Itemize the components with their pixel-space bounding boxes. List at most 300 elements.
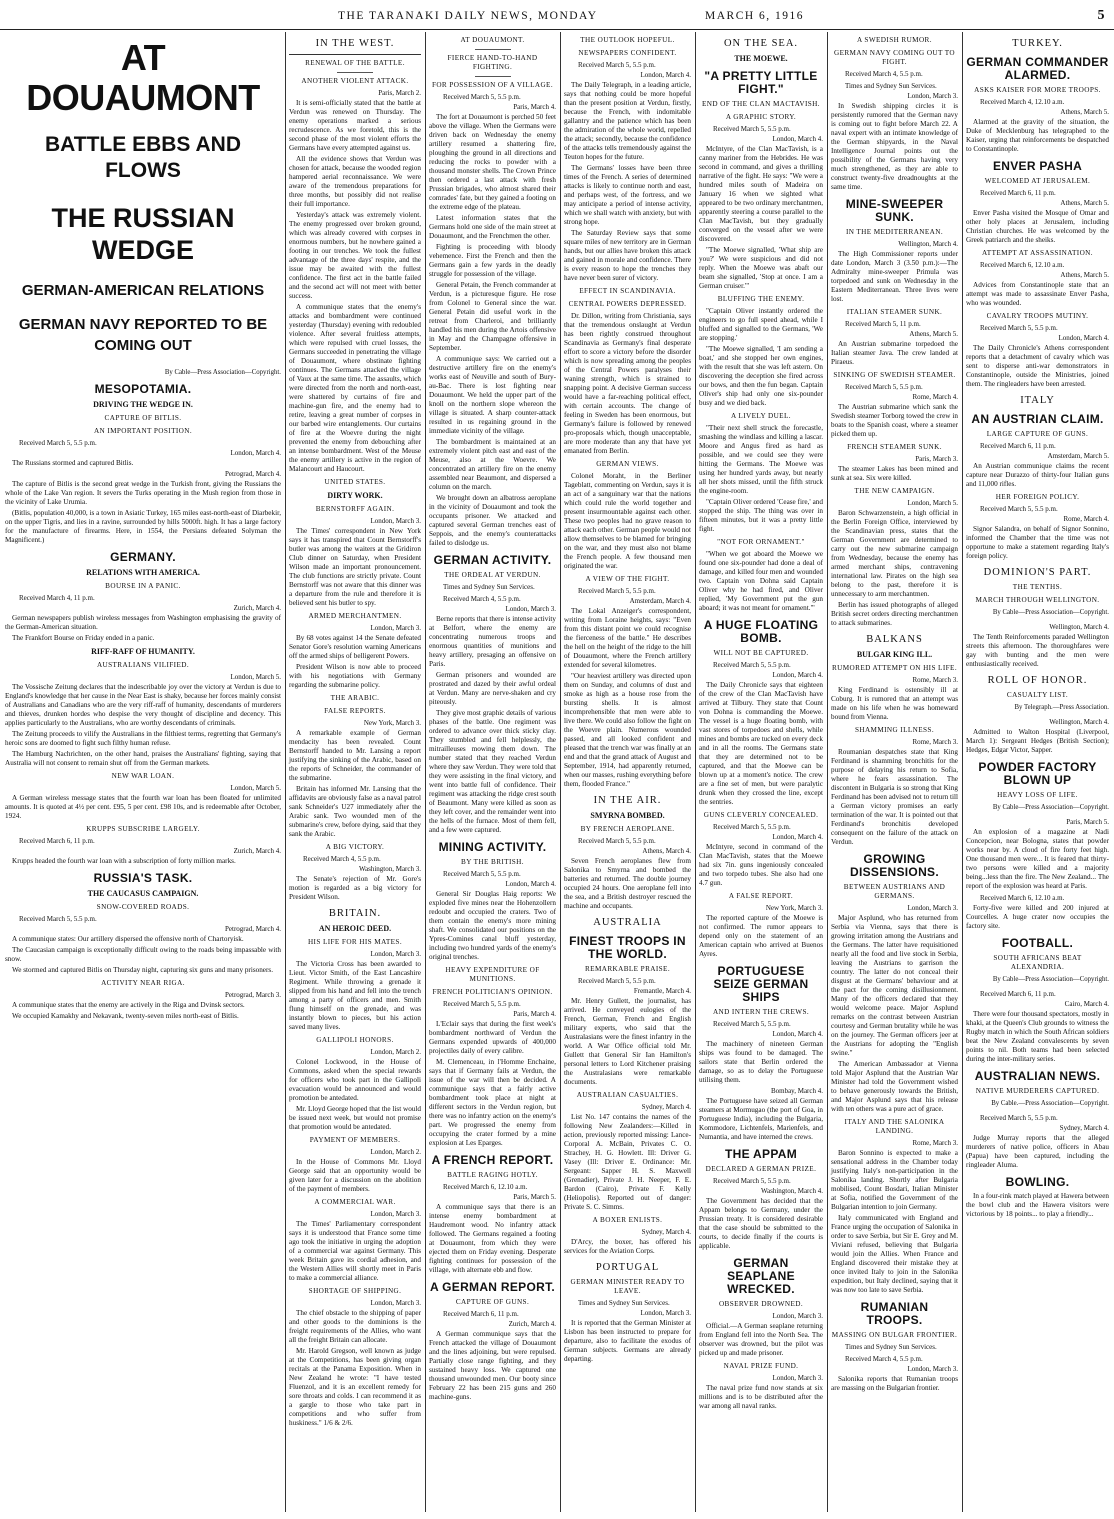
dateline: Paris, March 4. bbox=[513, 1010, 556, 1018]
subheading: CASUALTY LIST. bbox=[1006, 691, 1069, 699]
article-paragraph: The Government has decided that the Appam belongs to Germany, under the Prussian treaty. It is considered desirable that the case should be submitted to the courts, to decide finally if the courts is applicable. bbox=[699, 1197, 823, 1250]
received-line: Received March 5, 5.5 p.m. bbox=[713, 1177, 791, 1185]
received-line: Received March 5, 5.5 p.m. bbox=[980, 505, 1058, 513]
section-heading: AUSTRALIA bbox=[593, 917, 662, 928]
article-paragraph: The Lokal Anzeiger's correspondent, writing from Loraine heights, says: "Even from this distant point we could recognise the fierceness of the battle." He describes the hell on the height of the ridge to the hill of Douaumont, where the French artillery extended for several kilometres. bbox=[564, 607, 691, 669]
section-heading: MINING ACTIVITY. bbox=[438, 840, 547, 854]
subheading: FOR POSSESSION OF A VILLAGE. bbox=[431, 81, 554, 89]
article-paragraph: Advices from Constantinople state that an attempt was made to assassinate Enver Pasha, who was wounded. bbox=[966, 281, 1109, 307]
subheading: SINKING OF SWEDISH STEAMER. bbox=[833, 371, 956, 379]
dateline: Athens, March 5. bbox=[1060, 108, 1109, 116]
article-paragraph: Britain has informed Mr. Lansing that the affidavits are obviously false as a naval patrol sank Schneider's U27 immediately after the Arabic sank. Two wounded men of the submarine's crew, before dying, said that they sank the Arabic. bbox=[289, 785, 421, 838]
subheading: DECLARED A GERMAN PRIZE. bbox=[705, 1165, 817, 1173]
section-heading: PORTUGAL bbox=[595, 1262, 660, 1273]
dateline: Petrograd, March 3. bbox=[225, 991, 281, 999]
dateline: London, March 3. bbox=[772, 1312, 823, 1320]
article-paragraph: In a four-rink match played at Hawera between the bowl club and the Hawera visitors were victorious by 18 points... to play a friendly... bbox=[966, 1192, 1109, 1218]
dateline: Paris, March 5. bbox=[513, 1193, 556, 1201]
subheading: ANOTHER VIOLENT ATTACK. bbox=[301, 77, 409, 85]
subheading: SNOW-COVERED ROADS. bbox=[96, 903, 190, 911]
section-heading: GERMAN ACTIVITY. bbox=[433, 553, 552, 567]
subheading: THE TENTHS. bbox=[1012, 583, 1063, 591]
subheading: BERNSTORFF AGAIN. bbox=[315, 505, 395, 513]
dateline: London, March 4. bbox=[1058, 334, 1109, 342]
section-heading: A HUGE FLOATING BOMB. bbox=[703, 618, 819, 645]
received-line: Times and Sydney Sun Services. bbox=[443, 583, 535, 591]
subheading: BATTLE RAGING HOTLY. bbox=[447, 1171, 538, 1179]
subheading: THE MOEWE. bbox=[734, 54, 788, 63]
dateline: London, March 2. bbox=[370, 1148, 421, 1156]
section-heading: ITALY bbox=[1020, 395, 1055, 406]
dateline: Rome, March 3. bbox=[912, 676, 958, 684]
dateline: Wellington, March 4. bbox=[1049, 623, 1109, 631]
page-number: 5 bbox=[1097, 8, 1106, 23]
received-line: Received March 5, 5.5 p.m. bbox=[713, 125, 791, 133]
lead-headline: THE RUSSIAN WEDGE bbox=[51, 203, 235, 265]
section-heading: A FRENCH REPORT. bbox=[431, 1153, 554, 1167]
article-paragraph: The Zeitung proceeds to vilify the Australians in the filthiest terms, regretting that Germany's heroic sons are doomed to fight such filthy human refuse. bbox=[5, 730, 281, 747]
subheading: RUMORED ATTEMPT ON HIS LIFE. bbox=[831, 664, 958, 672]
article-paragraph: Seven French aeroplanes flew from Salonika to Smyrna and bombed the batteries and returned. The double journey occupied 24 hours. One aeroplane fell into the sea, and a British destroyer rescued the machine and occupants. bbox=[564, 857, 691, 910]
subheading: RELATIONS WITH AMERICA. bbox=[86, 568, 200, 577]
article-paragraph: The chief obstacle to the shipping of paper and other goods to the dominions is the freight requirements of the Allies, who want all the freight Britain can allocate. bbox=[289, 1309, 421, 1344]
dateline: London, March 3. bbox=[907, 1365, 958, 1373]
article-paragraph: It is reported that the German Minister at Lisbon has been instructed to prepare for departure, also to facilitate the exodus of German subjects. Germans are already departing. bbox=[564, 1319, 691, 1363]
section-heading: IN THE AIR. bbox=[593, 795, 662, 806]
subheading: A GRAPHIC STORY. bbox=[725, 113, 797, 121]
byline: By Cable—Press Association—Copyright. bbox=[164, 369, 281, 376]
received-line: Received March 6, 12.10 a.m. bbox=[980, 261, 1065, 269]
article-paragraph: By 68 votes against 14 the Senate defeated Senator Gore's resolution warning Americans off the armed ships of belligerent Powers. bbox=[289, 634, 421, 660]
article-paragraph: President Wilson is now able to proceed with his negotiations with Germany regarding the submarine policy. bbox=[289, 663, 421, 689]
article-paragraph: Fighting is proceeding with bloody vehemence. First the French and then the Germans gain a few yards in the deadly struggle for possession of the village. bbox=[429, 243, 556, 278]
subheading: NEWSPAPERS CONFIDENT. bbox=[578, 49, 677, 57]
subheading: FIERCE HAND-TO-HAND FIGHTING. bbox=[447, 54, 538, 71]
dateline: Rome, March 4. bbox=[1063, 515, 1109, 523]
section-heading: AUSTRALIAN NEWS. bbox=[974, 1069, 1101, 1083]
dateline: Wellington, March 4. bbox=[1049, 718, 1109, 726]
article-paragraph: Salonika reports that Rumanian troops are massing on the Bulgarian frontier. bbox=[831, 1375, 958, 1392]
article-paragraph: In Swedish shipping circles it is persistently rumored that the German navy is coming out to fight before March 22. A naval expert with an intimate knowledge of the German shipyards, in the Naval Intelligence Journal points out the possibility of the Germans having very much strengthened, as they are able to construct twenty-five dreadnoughts at the same time. bbox=[831, 102, 958, 191]
article-paragraph: In the House of Commons Mr. Lloyd George said that an opportunity would be given later for a discussion on the abolition of the payment of members. bbox=[289, 1158, 421, 1193]
article-paragraph: The bombardment is maintained at an extremely violent pitch east and east of the Meuse, also at the Woevre. We concentrated an artillery fire on the enemy assembled near Beaumont, and dispersed a column on the march. bbox=[429, 438, 556, 491]
subheading: CAVALRY TROOPS MUTINY. bbox=[986, 312, 1089, 320]
received-line: Received March 4, 5.5 p.m. bbox=[845, 1355, 923, 1363]
masthead-date: MARCH 6, 1916 bbox=[705, 10, 805, 22]
dateline: London, March 3. bbox=[640, 1309, 691, 1317]
dateline: London, March 2. bbox=[370, 1048, 421, 1056]
section-heading: "A PRETTY LITTLE FIGHT." bbox=[704, 69, 818, 96]
dateline: Bombay, March 4. bbox=[770, 1087, 823, 1095]
article-paragraph: German newspapers publish wireless messages from Washington emphasising the gravity of the German-American situation. bbox=[5, 614, 281, 631]
dateline: Paris, March 2. bbox=[378, 89, 421, 97]
received-line: Times and Sydney Sun Services. bbox=[845, 1343, 937, 1351]
article-paragraph: "The Moewe signalled, 'I am sending a boat,' and she stopped her own engines, with the result that she was left astern. On discovering the deception she fired across our bows, and then the fun began. Captain Oliver's ship had only one six-pounder busy and we died back. bbox=[699, 345, 823, 407]
article-paragraph: The Times' Parliamentary correspondent says it is understood that France some time ago took the initiative in urging the adoption of a commercial war against Germany. This week Britain gave its cordial adhesion, and the Western Allies will shortly meet in Paris to make a commercial alliance. bbox=[289, 1220, 421, 1282]
masthead bbox=[0, 0, 1114, 30]
column-4 bbox=[561, 32, 694, 1512]
subheading: OBSERVER DROWNED. bbox=[718, 1300, 804, 1308]
section-heading: AN AUSTRIAN CLAIM. bbox=[971, 412, 1104, 426]
article-paragraph: The Portuguese have seized all German steamers at Mormugao (the port of Goa, in Portuguese India), including the Bulgaria, Kommodore, Lichtenfels, Marienfels, and Numantia, and have interned the crews. bbox=[699, 1097, 823, 1141]
dateline: London, March 3. bbox=[907, 904, 958, 912]
subheading: REMARKABLE PRAISE. bbox=[584, 965, 671, 973]
section-heading: ON THE SEA. bbox=[723, 38, 799, 49]
article-paragraph: The fort at Douaumont is perched 50 feet above the village. When the Germans were driven back on Wednesday the enemy artillery resumed a shattering fire, ploughing the ground in all directions and reducing the rocks to powder with a thousand monster shells. The Crown Prince then ordered a last attack with fresh Prussian brigades, who almost shared their comrades' fate, but they gained a footing on the extreme edge of the plateau. bbox=[429, 113, 556, 211]
article-paragraph: M. Clemenceau, in l'Homme Enchaine, says that if Germany fails at Verdun, the issue of the war will then be decided. A communique says that a fairly active bombardment took place at night at different sectors in the Verdun region, but there was no infantry action on the enemy's part. We progressed the enemy from occupying the crater formed by a mine explosion at Les Eparges. bbox=[429, 1058, 556, 1147]
received-line: Received March 5, 5.5 p.m. bbox=[578, 61, 656, 69]
dateline: London, March 3. bbox=[370, 624, 421, 632]
article-paragraph: The Saturday Review says that some square miles of new territory are in German hands, but our allies have broken this attack and gained in morale and confidence. There is every reason to hope the trenches they have never been surer of victory. bbox=[564, 229, 691, 282]
dateline: London, March 3. bbox=[370, 950, 421, 958]
dateline: Sydney, March 4. bbox=[1059, 1124, 1109, 1132]
article-paragraph: A communique states that the enemy are actively in the Riga and Dvinsk sectors. bbox=[12, 1001, 245, 1009]
article-paragraph: The American Ambassador at Vienna told Major Asplund that the Austrian War Minister had told the Government wished to behave generously towards the British, and Major Asplund says that his release with ten others was a pure act of grace. bbox=[831, 1060, 958, 1113]
article-paragraph: Judge Murray reports that the alleged murderers of native police, officers in Abau (Papua) have been captured, including the ringleader Aluma. bbox=[966, 1134, 1109, 1169]
section-heading: THE APPAM bbox=[724, 1147, 798, 1161]
dateline: Rome, March 3. bbox=[912, 738, 958, 746]
dateline: London, March 3. bbox=[907, 92, 958, 100]
section-heading: FINEST TROOPS IN THE WORLD. bbox=[569, 934, 686, 961]
subheading: BY THE BRITISH. bbox=[461, 858, 524, 866]
section-heading: GERMANY. bbox=[110, 550, 176, 564]
received-line: Received March 5, 5.5 p.m. bbox=[713, 661, 791, 669]
article-paragraph: A communique states: Our artillery dispersed the offensive north of Chartoryisk. bbox=[12, 935, 244, 943]
section-heading: BOWLING. bbox=[1005, 1175, 1070, 1189]
article-paragraph: The reported capture of the Moewe is not confirmed. The rumor appears to depend only on the statement of an American captain who arrived at Buenos Ayres. bbox=[699, 914, 823, 958]
dateline: Zurich, March 4. bbox=[233, 847, 281, 855]
dateline: London, March 4. bbox=[505, 880, 556, 888]
article-paragraph: General Petain, the French commander at Verdun, is a picturesque figure. He rose from Colonel to General since the war. General Petain did useful work in the retreat from Charleroi, and brilliantly handled his men during the Artois offensive in May and the Champagne offensive in September. bbox=[429, 281, 556, 352]
article-paragraph: Mr. Lloyd George hoped that the list would be issued next week, but would not promise that promotion would be antedated. bbox=[289, 1105, 421, 1131]
subheading: HIS LIFE FOR HIS MATES. bbox=[307, 938, 403, 946]
received-line: Received March 6, 11 p.m. bbox=[980, 442, 1056, 450]
divider bbox=[337, 72, 373, 73]
dateline: London, March 4. bbox=[772, 135, 823, 143]
dateline: Cairo, March 4. bbox=[1064, 1000, 1109, 1008]
subheading: WELCOMED AT JERUSALEM. bbox=[984, 177, 1091, 185]
subheading: THE NEW CAMPAIGN. bbox=[854, 487, 935, 495]
subheading: GERMAN NAVY COMING OUT TO FIGHT. bbox=[833, 49, 955, 66]
article-paragraph: Berne reports that there is intense activity at Belfort, where the enemy are concentrating numerous troops and enormous quantities of munitions and heavy artillery, presaging an offensive on Paris. bbox=[429, 615, 556, 668]
subheading: ITALIAN STEAMER SUNK. bbox=[846, 308, 943, 316]
subheading: DIRTY WORK. bbox=[327, 491, 383, 500]
section-heading: FOOTBALL. bbox=[1001, 936, 1074, 950]
subheading: THE ORDEAL AT VERDUN. bbox=[444, 571, 541, 579]
article-paragraph: "Their next shell struck the forecastle, smashing the windlass and killing a lascar. Moore and Angus fired as hard as possible, and we could see they were hitting the Germans. The Moewe was using her hundred yards away, but nearly all her shots missed, until the fifth struck the engine-room. bbox=[699, 424, 823, 495]
subheading: NEW WAR LOAN. bbox=[111, 772, 175, 780]
article-paragraph: The Germans' losses have been three times of the French. A series of determined attacks is likely to continue north and east, and perhaps west, of the fortress, and we may anticipate a period of intense activity, which we shall watch with anxiety, but with strong hope. bbox=[564, 164, 691, 226]
received-line: Received March 4, 5.5 p.m. bbox=[303, 855, 381, 863]
article-paragraph: A communique states that the enemy's attacks and bombardment were continued yesterday (Thursday) evening with redoubled violence. After several fruitless attempts, which were repulsed with cruel losses, the Germans succeeded in penetrating the village of Douaumont, where obstinate fighting continues. The Germans attacked the village of Vaux at the same time. The assaults, which were directed from the north and north-east, were shattered by curtains of fire and machine-gun fire, and the enemy had to retire, leaving a great number of corpses in our barbed wire entanglements. Our curtains of fire at the Woevre during the night prevented the enemy from debouching after an intense bombardment. West of the Meuse the enemy artillery is active in the region of Malancourt and Haucourt. bbox=[289, 303, 421, 473]
section-heading: PORTUGUESE SEIZE GERMAN SHIPS bbox=[713, 964, 809, 1004]
subheading: NATIVE MURDERERS CAPTURED. bbox=[975, 1087, 1100, 1095]
dateline: London, March 4. bbox=[772, 671, 823, 679]
received-line: Received March 5, 11 p.m. bbox=[845, 320, 921, 328]
dateline: Athens, March 5. bbox=[1060, 271, 1109, 279]
dateline: London, March 5. bbox=[230, 784, 281, 792]
subheading: KRUPPS SUBSCRIBE LARGELY. bbox=[86, 825, 200, 833]
received-line: Received March 5, 5.5 p.m. bbox=[578, 977, 656, 985]
article-paragraph: An Austrian communique claims the recent capture near Durazzo of thirty-four Italian guns and 11,000 rifles. bbox=[966, 462, 1109, 488]
column-6 bbox=[828, 32, 961, 1512]
subheading: BETWEEN AUSTRIANS AND GERMANS. bbox=[843, 883, 946, 900]
subheading: FRENCH POLITICIAN'S OPINION. bbox=[432, 988, 553, 996]
subheading: LARGE CAPTURE OF GUNS. bbox=[986, 430, 1089, 438]
subheading: AUSTRALIANS VILIFIED. bbox=[96, 661, 190, 669]
dateline: Paris, March 3. bbox=[915, 455, 958, 463]
subheading: NAVAL PRIZE FUND. bbox=[723, 1362, 799, 1370]
section-heading: BALKANS bbox=[866, 634, 923, 645]
article-paragraph: A German communique says that the French attacked the village of Douaumont and the lines adjoining, but were repulsed. Partially close range fighting, and they sustained heavy loss. We captured one thousand unwounded men. Our booty since February 22 has been 215 guns and 260 machine-guns. bbox=[429, 1330, 556, 1401]
article-paragraph: General Sir Douglas Haig reports: We exploded five mines near the Hohenzollern redoubt and occupied the craters. Two of them contain the enemy's more mining shaft. We consolidated our positions on the Ypres-Comines canal bluff yesterday, including two hundred yards of the enemy's original trenches. bbox=[429, 890, 556, 961]
column-1 bbox=[2, 32, 284, 1512]
subheading: THE ARABIC. bbox=[330, 694, 380, 702]
masthead-title: THE TARANAKI DAILY NEWS, MONDAY bbox=[338, 10, 598, 22]
dateline: London, March 4. bbox=[772, 833, 823, 841]
subheading: SOUTH AFRICANS BEAT ALEXANDRIA. bbox=[993, 954, 1082, 971]
subheading: A BIG VICTORY. bbox=[325, 843, 385, 851]
column-2 bbox=[286, 32, 424, 1512]
article-paragraph: Latest information states that the Germans hold one side of the main street at Douaumont, and the Frenchmen the other. bbox=[429, 214, 556, 240]
article-paragraph: A communique says: We carried out a destructive artillery fire on the enemy's works east of Neuville and south of Bury-au-Bac. There is lost fighting near Douaumont. We held the upper part of the knoll on the northern slope whereon the village is situated. A sharp counter-attack resulted in us regaining ground in the immediate vicinity of the village. bbox=[429, 355, 556, 435]
dateline: London, March 4. bbox=[772, 1030, 823, 1038]
subheading: IN THE MEDITERRANEAN. bbox=[845, 228, 944, 236]
section-heading: GROWING DISSENSIONS. bbox=[850, 852, 939, 879]
subheading: ASKS KAISER FOR MORE TROOPS. bbox=[974, 86, 1101, 94]
subheading: BLUFFING THE ENEMY. bbox=[717, 295, 805, 303]
article-paragraph: King Ferdinand is ostensibly ill at Coburg. It is rumored that an attempt was made on his life when he was homeward bound from Vienna. bbox=[831, 686, 958, 721]
subheading: ATTEMPT AT ASSASSINATION. bbox=[982, 249, 1093, 257]
article-paragraph: We occupied Kamakhy and Nekavank, twenty-seven miles north-east of Bitlis. bbox=[12, 1012, 239, 1020]
received-line: Received March 5, 5.5 p.m. bbox=[443, 93, 521, 101]
article-paragraph: Roumanian despatches state that King Ferdinand is shamming bronchitis for the purpose of delaying his return to Sofia, where he fears assassination. The discontent in Bulgaria is so strong that King Ferdinand has been advised not to return till a German victory promises an early termination of the war. It is pointed out that Ferdinand's bronchitis developed consequent on the failure of the attack on Verdun. bbox=[831, 748, 958, 846]
received-line: Received March 4, 11 p.m. bbox=[19, 594, 95, 602]
article-paragraph: Enver Pasha visited the Mosque of Omar and other holy places at Jerusalem, including Christian churches. He was welcomed by the Greek patriarch and the sheiks. bbox=[966, 209, 1109, 244]
article-paragraph: It is semi-officially stated that the battle at Verdun was renewed on Thursday. The enemy operations marked a serious recrudescence. As we foretold, this is the second phase of the most violent efforts the Germans have every attempted against us. bbox=[289, 99, 421, 152]
subheading: ACTIVITY NEAR RIGA. bbox=[101, 979, 185, 987]
subheading: GERMAN MINISTER READY TO LEAVE. bbox=[570, 1278, 685, 1295]
column-5 bbox=[696, 32, 826, 1512]
subheading: BULGAR KING ILL. bbox=[856, 650, 933, 659]
dateline: London, March 4. bbox=[230, 449, 281, 457]
dateline: Petrograd, March 4. bbox=[225, 925, 281, 933]
received-line: Received March 6, 12.10 a.m. bbox=[443, 1183, 528, 1191]
subheading: AUSTRALIAN CASUALTIES. bbox=[576, 1091, 679, 1099]
subheading: RIFF-RAFF OF HUMANITY. bbox=[91, 647, 195, 656]
subheading: EFFECT IN SCANDINAVIA. bbox=[579, 287, 676, 295]
article-paragraph: They give most graphic details of various phases of the battle. One regiment was ordered to advance over thick sticky clay. They stumbled and fell helplessly, the mitrailleuses mowing them down. The number stated that they reached Verdun where they saw Verdun. They were told that they were assisting in the final victory, and went into battle full of confidence. Their regiment was attacking the ridge crest south of Beaumont. Many were killed as soon as they left cover, and the remainder went into the hells of the furnace. Most of them fell, and a few were captured. bbox=[429, 709, 556, 834]
subheading: A COMMERCIAL WAR. bbox=[314, 1198, 396, 1206]
divider bbox=[289, 54, 421, 55]
section-heading: ROLL OF HONOR. bbox=[987, 675, 1088, 686]
article-paragraph: The naval prize fund now stands at six millions and is to be distributed after the war among all naval ranks. bbox=[699, 1384, 823, 1410]
dateline: Zurich, March 4. bbox=[233, 604, 281, 612]
received-line: Received March 5, 5.5 p.m. bbox=[845, 383, 923, 391]
section-heading: ENVER PASHA bbox=[992, 159, 1083, 173]
received-line: Received March 6, 12.10 a.m. bbox=[980, 894, 1065, 902]
article-paragraph: An Austrian submarine torpedoed the Italian steamer Java. The crew landed at Piraeus. bbox=[831, 340, 958, 366]
subheading: SHAMMING ILLNESS. bbox=[854, 726, 935, 734]
subheading: ITALY AND THE SALONIKA LANDING. bbox=[844, 1118, 945, 1135]
section-heading: RUMANIAN TROOPS. bbox=[860, 1300, 929, 1327]
article-paragraph: Colonel Moraht, in the Berliner Tageblatt, commenting on Verdun, says it is an act of a sanguinary war that the nations which could rule the world together and present insurmountable against each other. These two peoples had no grave reason to attack each other. German people would not allow themselves to be blamed for bringing on the war, and they must also not blame the French people. A few thousand men originated the war. bbox=[564, 472, 691, 570]
article-paragraph: The Hamburg Nachrichten, on the other hand, praises the Australians' fighting, saying that Australia will not consent to remain shut off from the German markets. bbox=[5, 750, 281, 767]
subheading: GUNS CLEVERLY CONCEALED. bbox=[703, 811, 819, 819]
dateline: Athens, March 4. bbox=[642, 847, 691, 855]
article-paragraph: The Tenth Reinforcements paraded Wellington streets this afternoon. The thoroughfares were gay with bunting and the men were enthusiastically received. bbox=[966, 633, 1109, 668]
article-paragraph: The Daily Telegraph, in a leading article, says that nothing could be more hopeful than the present position at Verdun, firstly, because the French, with indomitable gallantry and the patience which has been the admiration of the whole world, repelled the attack; secondly, because the confidence of the attacks tells tremendously against the Teuton hopes for the future. bbox=[564, 81, 691, 161]
byline: By Cable—Press Association—Copyright. bbox=[992, 976, 1109, 983]
dateline: Zurich, March 4. bbox=[508, 1320, 556, 1328]
received-line: Received March 5, 5.5 p.m. bbox=[19, 439, 97, 447]
subheading: THE OUTLOOK HOPEFUL. bbox=[580, 36, 675, 44]
subheading: WILL NOT BE CAPTURED. bbox=[713, 649, 809, 657]
article-paragraph: The Daily Chronicle says that eighteen of the crew of the Clan MacTavish have arrived at Tilbury. They state that Count von Dohna is commanding the Moewe. The vessel is a huge floating bomb, with vast stores of torpedoes and shells, while mines and bombs are tucked on every deck and in all the rooms. The Germans state that they are determined not to be captured, and that the Moewe can be blown up at a moment's notice. The crew are a fine set of men, but were paralytic drunk when they crossed the line, except the sentries. bbox=[699, 681, 823, 806]
article-paragraph: The Times' correspondent in New York says it has transpired that Count Bernstorff's butler was among the waiters at the Gridiron Club dinner on Saturday, when President Wilson made an important pronouncement. The club functions are strictly private. Count Bernstorff was not aware that this dinner was a departure from the rule and therefore it is believed sent his butler to spy. bbox=[289, 527, 421, 607]
dateline: London, March 3. bbox=[370, 1210, 421, 1218]
subheading: MASSING ON BULGAR FRONTIER. bbox=[831, 1331, 958, 1339]
subheading: CAPTURE OF GUNS. bbox=[455, 1298, 530, 1306]
dateline: Amsterdam, March 4. bbox=[629, 597, 691, 605]
byline: By Telegraph.—Press Association. bbox=[1014, 704, 1109, 711]
article-paragraph: L'Eclair says that during the first week's bombardment northward of Verdun the Germans expended upwards of 400,000 projectiles daily of every calibre. bbox=[429, 1020, 556, 1055]
column-7 bbox=[963, 32, 1112, 1512]
subheading: FRENCH STEAMER SUNK. bbox=[847, 443, 942, 451]
article-paragraph: Colonel Lockwood, in the House of Commons, asked when the special rewards for officers who took part in the Gallipoli evacuation would be announced and would promotion be antedated. bbox=[289, 1058, 421, 1102]
article-paragraph: The Senate's rejection of Mr. Gore's motion is regarded as a big victory for President Wilson. bbox=[289, 875, 421, 901]
section-heading: DOMINION'S PART. bbox=[983, 567, 1092, 578]
article-paragraph: A remarkable example of German mendacity has been revealed. Count Bernstorff handed to Mr. Lansing a report justifying the sinking of the Arabic, based on the reports of Schneider, the commander of the submarine. bbox=[289, 729, 421, 782]
article-paragraph: The Vossische Zeitung declares that the indescribable joy over the victory at Verdun is due to England's knowledge that her cause in the Near East is shaky, because her forces mainly consist of Australians and Canadians who are the very riff-raff of humanity, descendants of murderers and thieves, drunken hordes who despise the very thought of discipline and decency. This applies particularly to the Australians, who are worthy descendants of criminals. bbox=[5, 683, 281, 727]
byline: By Cable—Press Association—Copyright. bbox=[992, 609, 1109, 616]
article-paragraph: D'Arcy, the boxer, has offered his services for the Aviation Corps. bbox=[564, 1238, 691, 1255]
received-line: Received March 6, 11 p.m. bbox=[19, 837, 95, 845]
received-line: Received March 5, 5.5 p.m. bbox=[19, 915, 97, 923]
subheading: A SWEDISH RUMOR. bbox=[857, 36, 932, 44]
dateline: Washington, March 3. bbox=[358, 865, 421, 873]
received-line: Received March 6, 11 p.m. bbox=[443, 1310, 519, 1318]
received-line: Received March 5, 5.5 p.m. bbox=[578, 837, 656, 845]
received-line: Received March 5, 5.5 p.m. bbox=[980, 324, 1058, 332]
section-heading: TURKEY. bbox=[1012, 38, 1063, 49]
section-heading: MESOPOTAMIA. bbox=[94, 382, 192, 396]
dateline: New York, March 3. bbox=[765, 904, 823, 912]
subheading: HER FOREIGN POLICY. bbox=[995, 493, 1080, 501]
subheading: BY FRENCH AEROPLANE. bbox=[580, 825, 675, 833]
received-line: Received March 4, 5.5 p.m. bbox=[845, 70, 923, 78]
article-paragraph: The Caucasian campaign is exceptionally difficult owing to the roads being impassable with snow. bbox=[5, 946, 281, 963]
dateline: Paris, March 5. bbox=[1066, 818, 1109, 826]
dateline: London, March 3. bbox=[505, 605, 556, 613]
subheading: A BOXER ENLISTS. bbox=[592, 1216, 663, 1224]
article-paragraph: The High Commissioner reports under date London, March 3 (3.50 p.m.):—The Admiralty mine-sweeper Primula was torpedoed and sunk on Wednesday in the Eastern Mediterranean. Three lives were lost. bbox=[831, 250, 958, 303]
article-paragraph: Major Asplund, who has returned from Serbia via Vienna, says that there is growing irritation among the Austrians and the Germans. The latter have requisitioned nearly all the food and live stock in Serbia, leaving the Austrians to garrison the country. The latter do not conceal their disgust at the Germans' behaviour and at the pact for the coming disillusionment. Many of the officers declared that they would welcome peace. Major Asplund remarks on the contrast between Austrian courtesy and German brutality while he was on the journey. The German officers jeer at the Austrians for adopting the "English swine." bbox=[831, 914, 958, 1057]
article-paragraph: McIntyre, second in command of the Clan MacTavish, states that the Moewe had six 7in. guns ingeniously concealed and two torpedo tubes. She also had one 4.7 gun. bbox=[699, 843, 823, 887]
article-paragraph: The Daily Chronicle's Athens correspondent reports that a detachment of cavalry which was sent to disperse anti-war demonstrators in Constantinople, outside the Ministries, joined them. The ringleaders have been arrested. bbox=[966, 344, 1109, 388]
article-paragraph: A German wireless message states that the fourth war loan has been floated for unlimited amounts. It is quoted at 4½ per cent. £95, 5 per cent. £98 10s, and is redeemable after October, 1924. bbox=[5, 794, 281, 820]
dateline: London, March 5. bbox=[907, 499, 958, 507]
dateline: London, March 3. bbox=[370, 517, 421, 525]
received-line: Received March 5, 5.5 p.m. bbox=[713, 823, 791, 831]
article-paragraph: Baron Sonnino is expected to make a sensational address in the Chamber today justifying Italy's non-participation in the Salonika landing. Shortly after Bulgaria mobilised, Count Bosdari, Italian Minister at Sofia, notified the Government of the Bulgarian intention to join Germany. bbox=[831, 1149, 958, 1211]
dateline: Athens, March 5. bbox=[909, 330, 958, 338]
subheading: MARCH THROUGH WELLINGTON. bbox=[975, 596, 1100, 604]
section-heading: POWDER FACTORY BLOWN UP bbox=[978, 760, 1097, 787]
article-paragraph: The Russians stormed and captured Bitlis. bbox=[12, 459, 134, 467]
subheading: A FALSE REPORT. bbox=[728, 892, 794, 900]
dateline: Sydney, March 4. bbox=[641, 1103, 691, 1111]
byline: By Cable.—Press Association—Copyright. bbox=[991, 1100, 1109, 1107]
dateline: Petrograd, March 4. bbox=[225, 470, 281, 478]
subheading: PAYMENT OF MEMBERS. bbox=[309, 1136, 401, 1144]
dateline: London, March 4. bbox=[640, 71, 691, 79]
subheading: AN HEROIC DEED. bbox=[318, 924, 392, 933]
subheading: HEAVY LOSS OF LIFE. bbox=[997, 791, 1078, 799]
dateline: London, March 3. bbox=[370, 1299, 421, 1307]
received-line: Received March 5, 5.5 p.m. bbox=[980, 1114, 1058, 1122]
subheading: SHORTAGE OF SHIPPING. bbox=[308, 1287, 402, 1295]
article-paragraph: Mr. Harold Gregson, well known as judge at the Competitions, has been giving organ recitals at the Panama Exposition. When in New Zealand he wrote: "I have tested Fluenzol, and it is an excellent remedy for sore throats and colds. I can recommend it as a gargle to those who take part in competitions and who suffer from huskiness." 1/6 & 2/6. bbox=[289, 1347, 421, 1427]
byline: By Cable—Press Association—Copyright. bbox=[992, 804, 1109, 811]
dateline: London, March 3. bbox=[772, 1374, 823, 1382]
subheading: THE CAUCASUS CAMPAIGN. bbox=[87, 889, 199, 898]
dateline: Paris, March 4. bbox=[513, 103, 556, 111]
article-paragraph: "Captain Oliver ordered 'Cease fire,' and stopped the ship. The thing was over in fifteen minutes, but it was a pretty little fight. bbox=[699, 498, 823, 533]
subheading: RENEWAL OF THE BATTLE. bbox=[305, 59, 405, 67]
dateline: Fremantle, March 4. bbox=[633, 987, 691, 995]
article-paragraph: (Bitlis, population 40,000, is a town in Asiatic Turkey, 165 miles east-north-east of Diarbekir, on the upper Tigris, and lies in a ravine, surrounded by hills 5000ft. high. It has a large factory for the manufacture of firearms. Here, in 1554, the Persians defeated Solyman the Magnificent.) bbox=[5, 509, 281, 544]
lead-headline: BATTLE EBBS AND FLOWS bbox=[45, 133, 241, 182]
section-heading: GERMAN SEAPLANE WRECKED. bbox=[727, 1256, 795, 1296]
article-paragraph: The Austrian submarine which sank the Swedish steamer Torborg towed the crew in boats to the Spanish coast, where a steamer picked them up. bbox=[831, 403, 958, 438]
received-line: Received March 5, 5.5 p.m. bbox=[443, 870, 521, 878]
received-line: Received March 6, 11 p.m. bbox=[980, 189, 1056, 197]
article-paragraph: Dr. Dillon, writing from Christiania, says that the tremendous onslaught at Verdun has been rightly construed throughout Scandinavia as Germany's final desperate effort to score a victory before the disorder which is now spreading among the peoples of the Central Powers paralyses their waning strength, which is strained to snapping point. A decisive German success would have a far-reaching political effect, with certain accounts. The change of feeling in Sweden has been enormous, but Germany's failure is followed by renewed pro-proposals which, though unacceptable, are more moderate than any that have yet emanated from Berlin. bbox=[564, 312, 691, 455]
article-paragraph: There were four thousand spectators, mostly in khaki, at the Queen's Club grounds to witness the Rugby match in which the South African soldiers beat the New Zealand convalescents by seven points to nil. Both teams had been selected during the inter-military series. bbox=[966, 1010, 1109, 1063]
article-paragraph: We stormed and captured Bitlis on Thursday night, capturing six guns and many prisoners. bbox=[12, 966, 273, 974]
subheading: HEAVY EXPENDITURE OF MUNITIONS. bbox=[445, 966, 540, 983]
subheading: AT DOUAUMONT. bbox=[460, 36, 525, 44]
dateline: Rome, March 4. bbox=[912, 393, 958, 401]
subheading: ARMED MERCHANTMEN. bbox=[308, 612, 402, 620]
column-3 bbox=[426, 32, 559, 1512]
dateline: Sydney, March 4. bbox=[641, 1228, 691, 1236]
article-paragraph: All the evidence shows that Verdun was chosen for attack, because the wooded region hampered aerial reconnaissance. We were aware of the tremendous preparations for three months, but possibly did not realise their full importance. bbox=[289, 155, 421, 208]
article-paragraph: The machinery of nineteen German ships was found to be damaged. The sailors state that Berlin ordered the damage, so as to delay the Portuguese utilising them. bbox=[699, 1040, 823, 1084]
dateline: London, March 5. bbox=[230, 673, 281, 681]
dateline: Amsterdam, March 5. bbox=[1047, 452, 1109, 460]
received-line: Times and Sydney Sun Services. bbox=[578, 1299, 670, 1307]
article-paragraph: "When we got aboard the Moewe we found one six-pounder had done a deal of damage, and killed four men and wounded two. Captain von Dohna said Captain Oliver why he had fired, and Oliver replied, 'My Government put the gun aboard; it was not meant for ornament.'" bbox=[699, 550, 823, 612]
subheading: BOURSE IN A PANIC. bbox=[105, 582, 181, 590]
subheading: AND INTERN THE CREWS. bbox=[712, 1008, 810, 1016]
section-heading: MINE-SWEEPER SUNK. bbox=[845, 197, 944, 224]
section-heading: A GERMAN REPORT. bbox=[429, 1280, 556, 1294]
received-line: Received March 4, 12.10 a.m. bbox=[980, 98, 1065, 106]
received-line: Received March 5, 5.5 p.m. bbox=[713, 1020, 791, 1028]
article-paragraph: The Victoria Cross has been awarded to Lieut. Victor Smith, of the East Lancashire Regiment. While throwing a grenade it slipped from his hand and fell into the trench among a party of officers and men. Smith flung himself on the grenade, and was instantly blown to pieces, but his action saved many lives. bbox=[289, 960, 421, 1031]
article-paragraph: Italy communicated with England and France urging the occupation of Salonika in order to save Serbia, but Sir E. Grey and M. Viviani refused, believing that Bulgaria would join the Allies. When France and England discovered their mistake they at once invited Italy to join in the Salonika expedition, but Italy declined, saying that it was now too late to save Serbia. bbox=[831, 1214, 958, 1294]
article-paragraph: The steamer Lakes has been mined and sunk at sea. Six were killed. bbox=[831, 465, 958, 482]
lead-headline: AT DOUAUMONT bbox=[26, 37, 260, 118]
lead-headline: GERMAN-AMERICAN RELATIONS bbox=[21, 282, 265, 299]
article-paragraph: Berlin has issued photographs of alleged British secret orders directing merchantmen to attack submarines. bbox=[831, 601, 958, 627]
subheading: CENTRAL POWERS DEPRESSED. bbox=[568, 300, 687, 308]
article-paragraph: McIntyre, of the Clan MacTavish, is a canny mariner from the Hebrides. He was second in command, and gives a thrilling narrative of the fight. He says: "We were a hundred miles south of Madeira on January 16 when we sighted what appeared to be two ordinary merchantmen, apparently steering a course parallel to the Clan MacTavish, but they gradually converged on the vessel after we were discovered. bbox=[699, 145, 823, 243]
subheading: CAPTURE OF BITLIS. bbox=[104, 414, 182, 422]
subheading: A VIEW OF THE FIGHT. bbox=[585, 575, 670, 583]
